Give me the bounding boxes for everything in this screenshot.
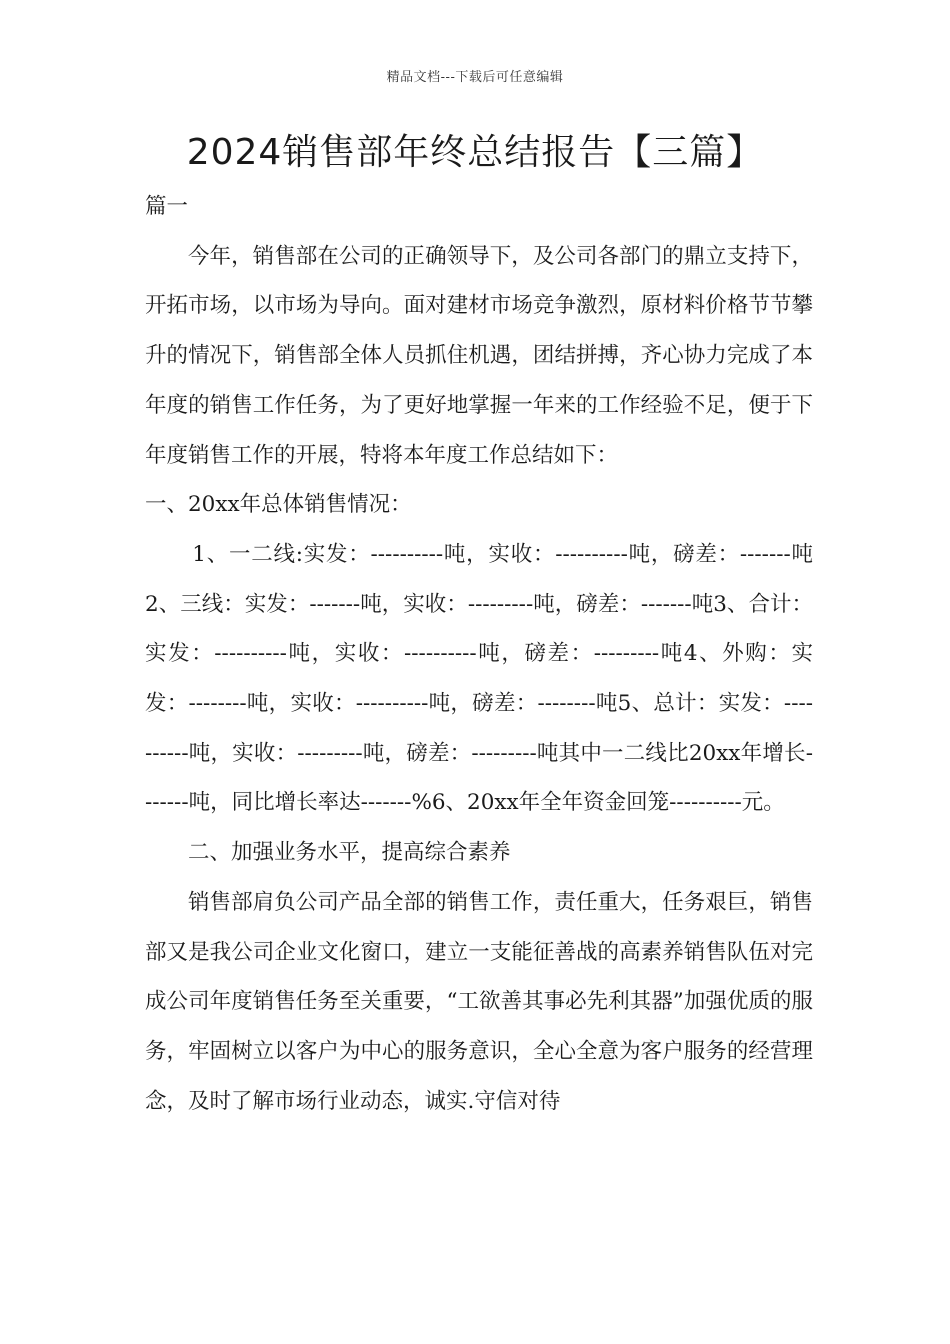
paragraph-intro: 今年，销售部在公司的正确领导下，及公司各部门的鼎立支持下，开拓市场，以市场为导向。面对建材市场竞争激烈，原材料价格节节攀升的情况下，销售部全体人员抓住机遇，团结拼搏，齐心协力完成了本年度的销售工作任务，为了更好地掌握一年来的工作经验不足，便于下年度销售工作的开展，特将本年度工作总结如下：: [145, 243, 813, 468]
heading-sales-overview: 一、20xx年总体销售情况：: [145, 492, 412, 518]
section-label: 篇一: [145, 194, 189, 219]
header-note: 精品文档---下载后可任意编辑: [386, 70, 564, 85]
paragraph-sales-figures: 1、一二线:实发：----------吨，实收：----------吨，磅差：-------吨2、三线：实发：-------吨，实收：---------吨，磅差：-------吨3、合计：实发：----------吨，实收：----------吨，磅差：---------吨4、外购：实发：--------吨，实收：----------吨，磅差：--------吨5、总计：实发：----------吨，实收：---------吨，磅差：---------吨其中一二线比20xx年增长-------吨，同比增长率达-------%6、20xx年全年资金回笼----------元。: [145, 541, 813, 816]
document-body: [145, 182, 813, 1126]
paragraph-sales-team: 销售部肩负公司产品全部的销售工作，责任重大，任务艰巨，销售部又是我公司企业文化窗口，建立一支能征善战的高素养销售队伍对完成公司年度销售任务至关重要，“工欲善其事必先利其器”加强优质的服务，牢固树立以客户为中心的服务意识，全心全意为客户服务的经营理念，及时了解市场行业动态，诚实.守信对待: [145, 889, 813, 1114]
document-title: 2024销售部年终总结报告【三篇】: [186, 132, 764, 173]
heading-improve-skills: 二、加强业务水平，提高综合素养: [188, 840, 511, 866]
